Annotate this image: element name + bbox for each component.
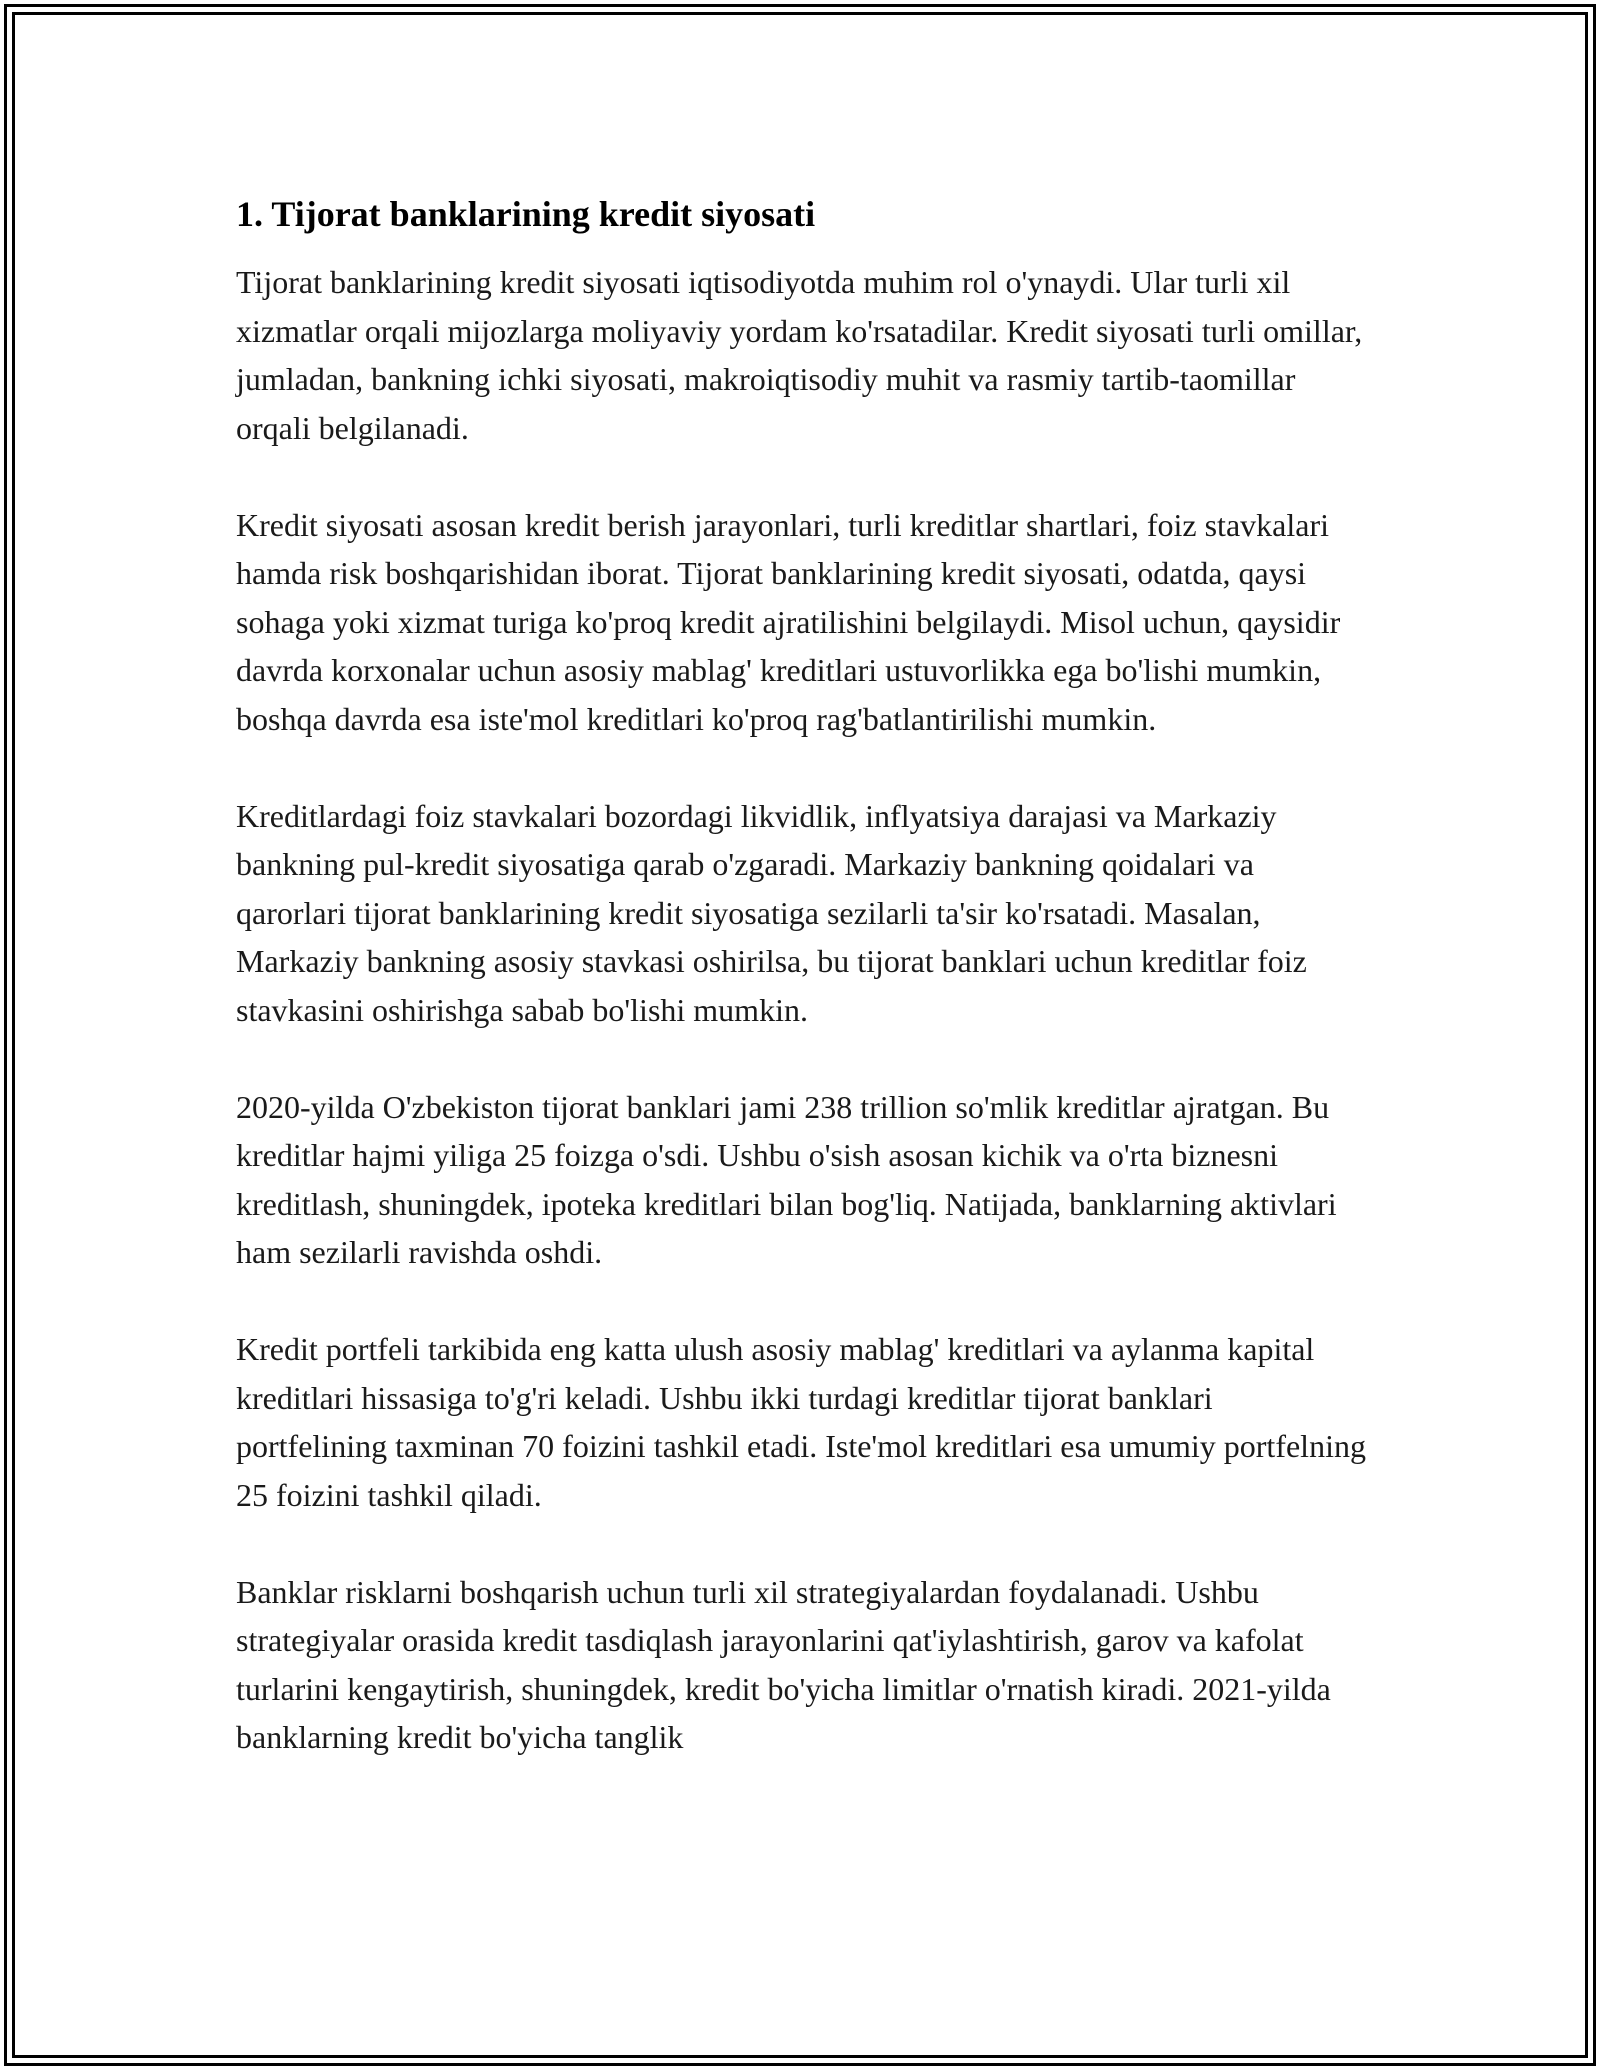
paragraph: Kreditlardagi foiz stavkalari bozordagi likvidlik, inflyatsiya darajasi va Markaziy bankning pul-kredit siyosatiga qarab o'zgaradi. Markaziy bankning qoidalari va qarorlari tijorat banklarining kredit siyosatiga sezilarli ta'sir ko'rsatadi. Masalan, Markaziy bankning asosiy stavkasi oshirilsa, bu tijorat banklari uchun kreditlar foiz stavkasini oshirishga sabab bo'lishi mumkin. bbox=[236, 797, 1307, 1028]
paragraph: Kredit portfeli tarkibida eng katta ulush asosiy mablag' kreditlari va aylanma kapital kreditlari hissasiga to'g'ri keladi. Ushbu ikki turdagi kreditlar tijorat banklari portfelining taxminan 70 foizini tashkil etadi. Iste'mol kreditlari esa umumiy portfelning 25 foizini tashkil qiladi. bbox=[236, 1331, 1366, 1513]
paragraph: Tijorat banklarining kredit siyosati iqtisodiyotda muhim rol o'ynaydi. Ular turli xil xizmatlar orqali mijozlarga moliyaviy yordam ko'rsatadilar. Kredit siyosati turli omillar, jumladan, bankning ichki siyosati, makroiqtisodiy muhit va rasmiy tartib-taomillar orqali belgilanadi. bbox=[236, 264, 1363, 446]
section-heading: 1. Tijorat banklarining kredit siyosati bbox=[236, 194, 816, 234]
document-body bbox=[236, 190, 1366, 1810]
paragraph: Banklar risklarni boshqarish uchun turli xil strategiyalardan foydalanadi. Ushbu strategiyalar orasida kredit tasdiqlash jarayonlarini qat'iylashtirish, garov va kafolat turlarini kengaytirish, shuningdek, kredit bo'yicha limitlar o'rnatish kiradi. 2021-yilda banklarning kredit bo'yicha tanglik bbox=[236, 1573, 1331, 1755]
paragraph: 2020-yilda O'zbekiston tijorat banklari jami 238 trillion so'mlik kreditlar ajratgan. Bu kreditlar hajmi yiliga 25 foizga o'sdi. Ushbu o'sish asosan kichik va o'rta biznesni kreditlash, shuningdek, ipoteka kreditlari bilan bog'liq. Natijada, banklarning aktivlari ham sezilarli ravishda oshdi. bbox=[236, 1088, 1337, 1270]
paragraph: Kredit siyosati asosan kredit berish jarayonlari, turli kreditlar shartlari, foiz stavkalari hamda risk boshqarishidan iborat. Tijorat banklarining kredit siyosati, odatda, qaysi sohaga yoki xizmat turiga ko'proq kredit ajratilishini belgilaydi. Misol uchun, qaysidir davrda korxonalar uchun asosiy mablag' kreditlari ustuvorlikka ega bo'lishi mumkin, boshqa davrda esa iste'mol kreditlari ko'proq rag'batlantirilishi mumkin. bbox=[236, 506, 1341, 737]
